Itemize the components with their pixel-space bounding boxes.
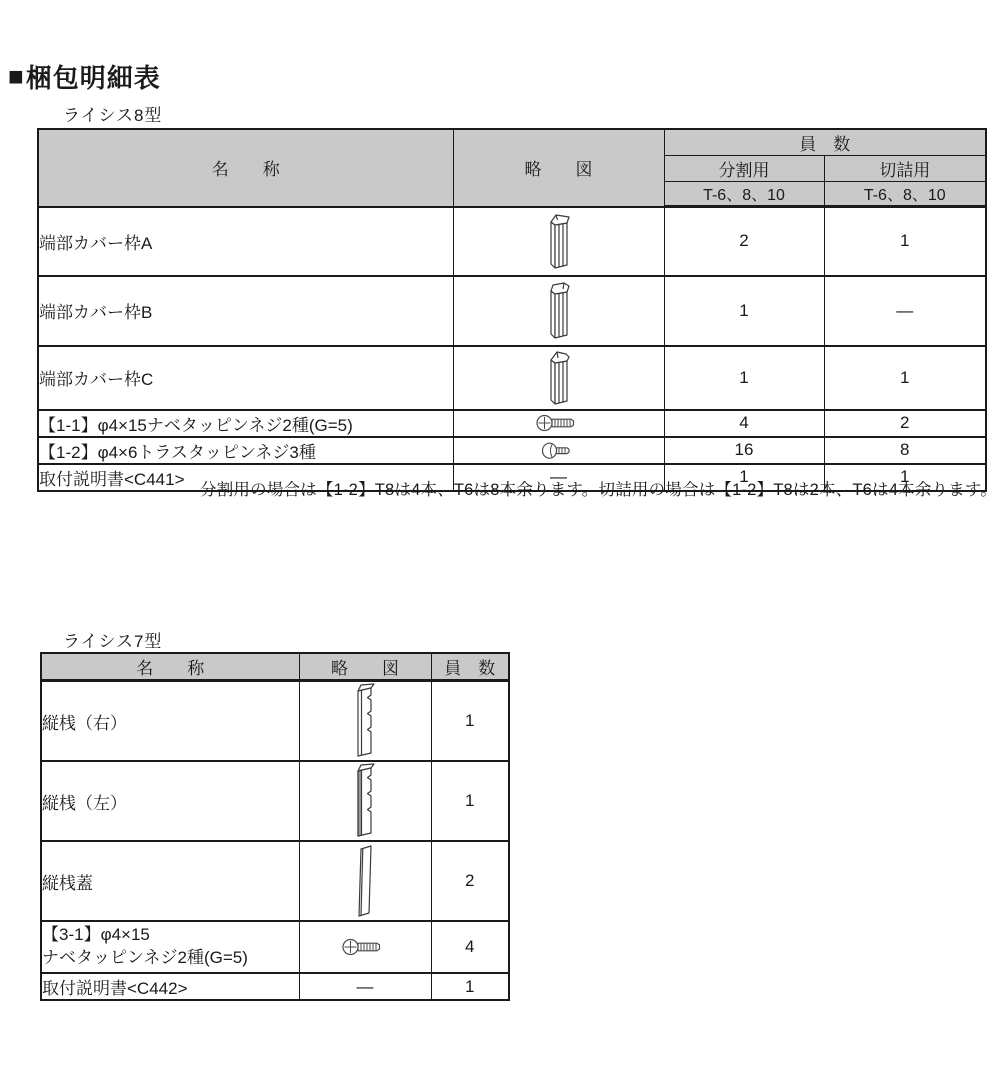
qty: 4 bbox=[431, 921, 509, 973]
leftover-screws-note: 分割用の場合は【1-2】T8は4本、T6は8本余ります。切詰用の場合は【1-2】T8は2本、T6は4本余ります。 bbox=[200, 481, 997, 499]
part-name: 【1-2】φ4×6トラスタッピンネジ3種 bbox=[38, 437, 453, 464]
vertical-rail-right-icon bbox=[351, 682, 379, 760]
part-name: 縦桟（右） bbox=[41, 681, 299, 762]
part-name-line2: ナベタッピンネジ2種(G=5) bbox=[42, 948, 248, 967]
part-name: 端部カバー枠C bbox=[38, 346, 453, 410]
sketch-cell bbox=[453, 346, 664, 410]
col-header-name: 名 称 bbox=[38, 129, 453, 207]
part-name: 縦桟（左） bbox=[41, 761, 299, 841]
sketch-cell bbox=[453, 437, 664, 464]
part-name: 端部カバー枠B bbox=[38, 276, 453, 346]
table-row bbox=[41, 921, 509, 973]
packing-table-raishisu8 bbox=[37, 128, 987, 492]
section-marker-icon: ■ bbox=[8, 61, 25, 91]
qty: 1 bbox=[431, 973, 509, 1000]
qty-cut: 8 bbox=[824, 437, 986, 464]
channel-profile-a-icon bbox=[543, 211, 575, 271]
table7-subtitle: ライシス7型 bbox=[63, 632, 163, 651]
col-header-split: 分割用 bbox=[664, 156, 824, 182]
sketch-cell bbox=[453, 410, 664, 437]
table-row bbox=[41, 841, 509, 921]
part-name: 縦桟蓋 bbox=[41, 841, 299, 921]
col-subheader-split-sizes: T-6、8、10 bbox=[664, 182, 824, 207]
no-sketch-dash: — bbox=[299, 973, 431, 1000]
sketch-cell bbox=[299, 761, 431, 841]
packing-table-raishisu7 bbox=[40, 652, 510, 1001]
sketch-cell bbox=[453, 276, 664, 346]
table-row bbox=[38, 276, 986, 346]
rail-cover-icon bbox=[355, 843, 375, 919]
qty-split: 1 bbox=[664, 464, 824, 491]
part-name: 取付説明書<C442> bbox=[41, 973, 299, 1000]
qty: 1 bbox=[431, 681, 509, 762]
col-header-sketch: 略 図 bbox=[453, 129, 664, 207]
channel-profile-c-icon bbox=[543, 349, 575, 407]
table-row bbox=[41, 761, 509, 841]
qty: 1 bbox=[431, 761, 509, 841]
pan-head-screw-icon bbox=[341, 937, 389, 957]
col-subheader-cut-sizes: T-6、8、10 bbox=[824, 182, 986, 207]
col-header-qty: 員 数 bbox=[664, 129, 986, 156]
col-header-sketch: 略 図 bbox=[299, 653, 431, 681]
qty-split: 1 bbox=[664, 346, 824, 410]
col-header-name: 名 称 bbox=[41, 653, 299, 681]
qty-cut: 2 bbox=[824, 410, 986, 437]
qty-split: 4 bbox=[664, 410, 824, 437]
table-row bbox=[38, 346, 986, 410]
part-name: 端部カバー枠A bbox=[38, 207, 453, 276]
truss-head-screw-icon bbox=[541, 441, 577, 460]
qty-cut: 1 bbox=[824, 464, 986, 491]
col-header-qty: 員 数 bbox=[431, 653, 509, 681]
page-title bbox=[8, 58, 161, 95]
sketch-cell bbox=[453, 207, 664, 276]
channel-profile-b-icon bbox=[543, 281, 575, 341]
table-row bbox=[41, 973, 509, 1000]
qty: 2 bbox=[431, 841, 509, 921]
part-name: 【1-1】φ4×15ナベタッピンネジ2種(G=5) bbox=[38, 410, 453, 437]
sketch-cell bbox=[299, 921, 431, 973]
sketch-cell bbox=[299, 681, 431, 762]
pan-head-screw-icon bbox=[535, 413, 583, 433]
sketch-cell bbox=[299, 841, 431, 921]
qty-split: 1 bbox=[664, 276, 824, 346]
vertical-rail-left-icon bbox=[351, 762, 379, 840]
qty-split: 16 bbox=[664, 437, 824, 464]
part-name-line1: 【3-1】φ4×15 bbox=[42, 925, 150, 945]
part-name bbox=[41, 921, 299, 973]
qty-split: 2 bbox=[664, 207, 824, 276]
qty-cut: — bbox=[824, 276, 986, 346]
table-row bbox=[38, 207, 986, 276]
table-row bbox=[38, 410, 986, 437]
col-header-cut: 切詰用 bbox=[824, 156, 986, 182]
no-sketch-dash: — bbox=[453, 464, 664, 491]
table-row bbox=[38, 437, 986, 464]
page-title-text: 梱包明細表 bbox=[25, 63, 161, 93]
part-name: 取付説明書<C441> bbox=[38, 464, 453, 491]
qty-cut: 1 bbox=[824, 207, 986, 276]
table8-subtitle: ライシス8型 bbox=[63, 106, 163, 125]
qty-cut: 1 bbox=[824, 346, 986, 410]
table-row bbox=[41, 681, 509, 762]
